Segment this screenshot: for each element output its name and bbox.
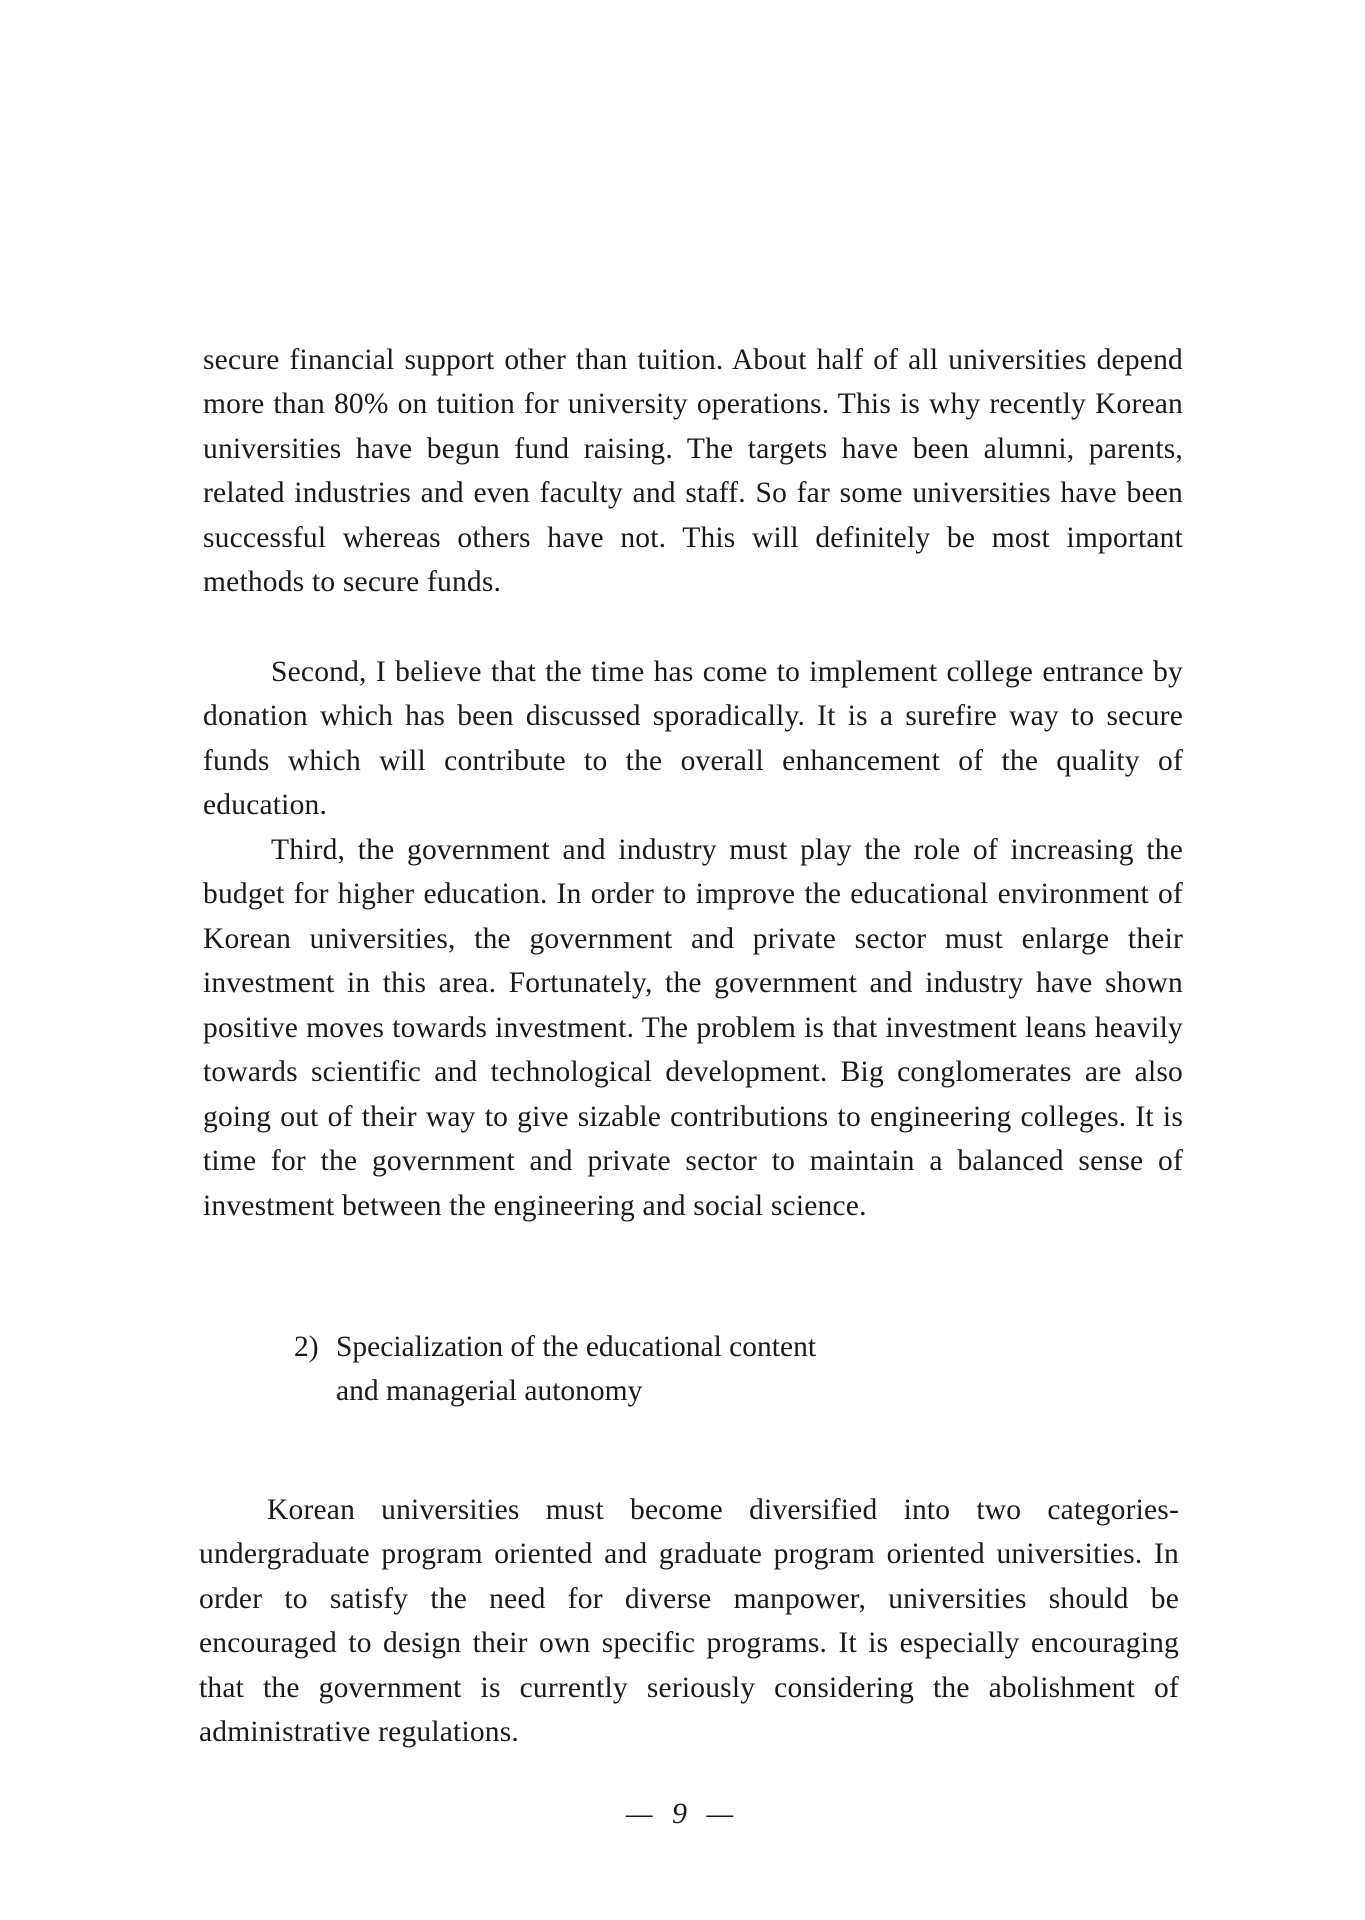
section-title-line2: and managerial autonomy [336,1375,643,1407]
section-title-line1: Specialization of the educational content [336,1331,817,1363]
page-number: — 9 — [625,1797,740,1830]
paragraph-funding-tuition: secure financial support other than tuition. About half of all universities depend more than 80% on tuition for university operations. This is why recently Korean universities have begun fund raising. The targets have been alumni, parents, related industries and even faculty and staff. So far some universities have been successful whereas others have not. This will definitely be most important methods to secure funds. [203,343,1183,598]
section-heading [294,1325,994,1413]
paragraph-donation-entrance: Second, I believe that the time has come to implement college entrance by donation which has been discussed sporadically. It is a surefire way to secure funds which will contribute to the overall enhancement of the quality of education. [203,655,1183,821]
paragraph-diversification: Korean universities must become diversified into two categories- undergraduate program oriented and graduate program oriented universities. In order to satisfy the need for diverse manpower, universities should be encouraged to design their own specific programs. It is especially encouraging that the government is currently seriously considering the abolishment of administrative regulations. [199,1493,1179,1748]
section-number: 2) [294,1331,319,1363]
paragraph-government-industry: Third, the government and industry must play the role of increasing the budget for higher education. In order to improve the educational environment of Korean universities, the government and private sector must enlarge their investment in this area. Fortunately, the government and industry have shown positive moves towards investment. The problem is that investment leans heavily towards scientific and technological development. Big conglomerates are also going out of their way to give sizable contributions to engineering colleges. It is time for the government and private sector to maintain a balanced sense of investment between the engineering and social science. [203,833,1183,1222]
